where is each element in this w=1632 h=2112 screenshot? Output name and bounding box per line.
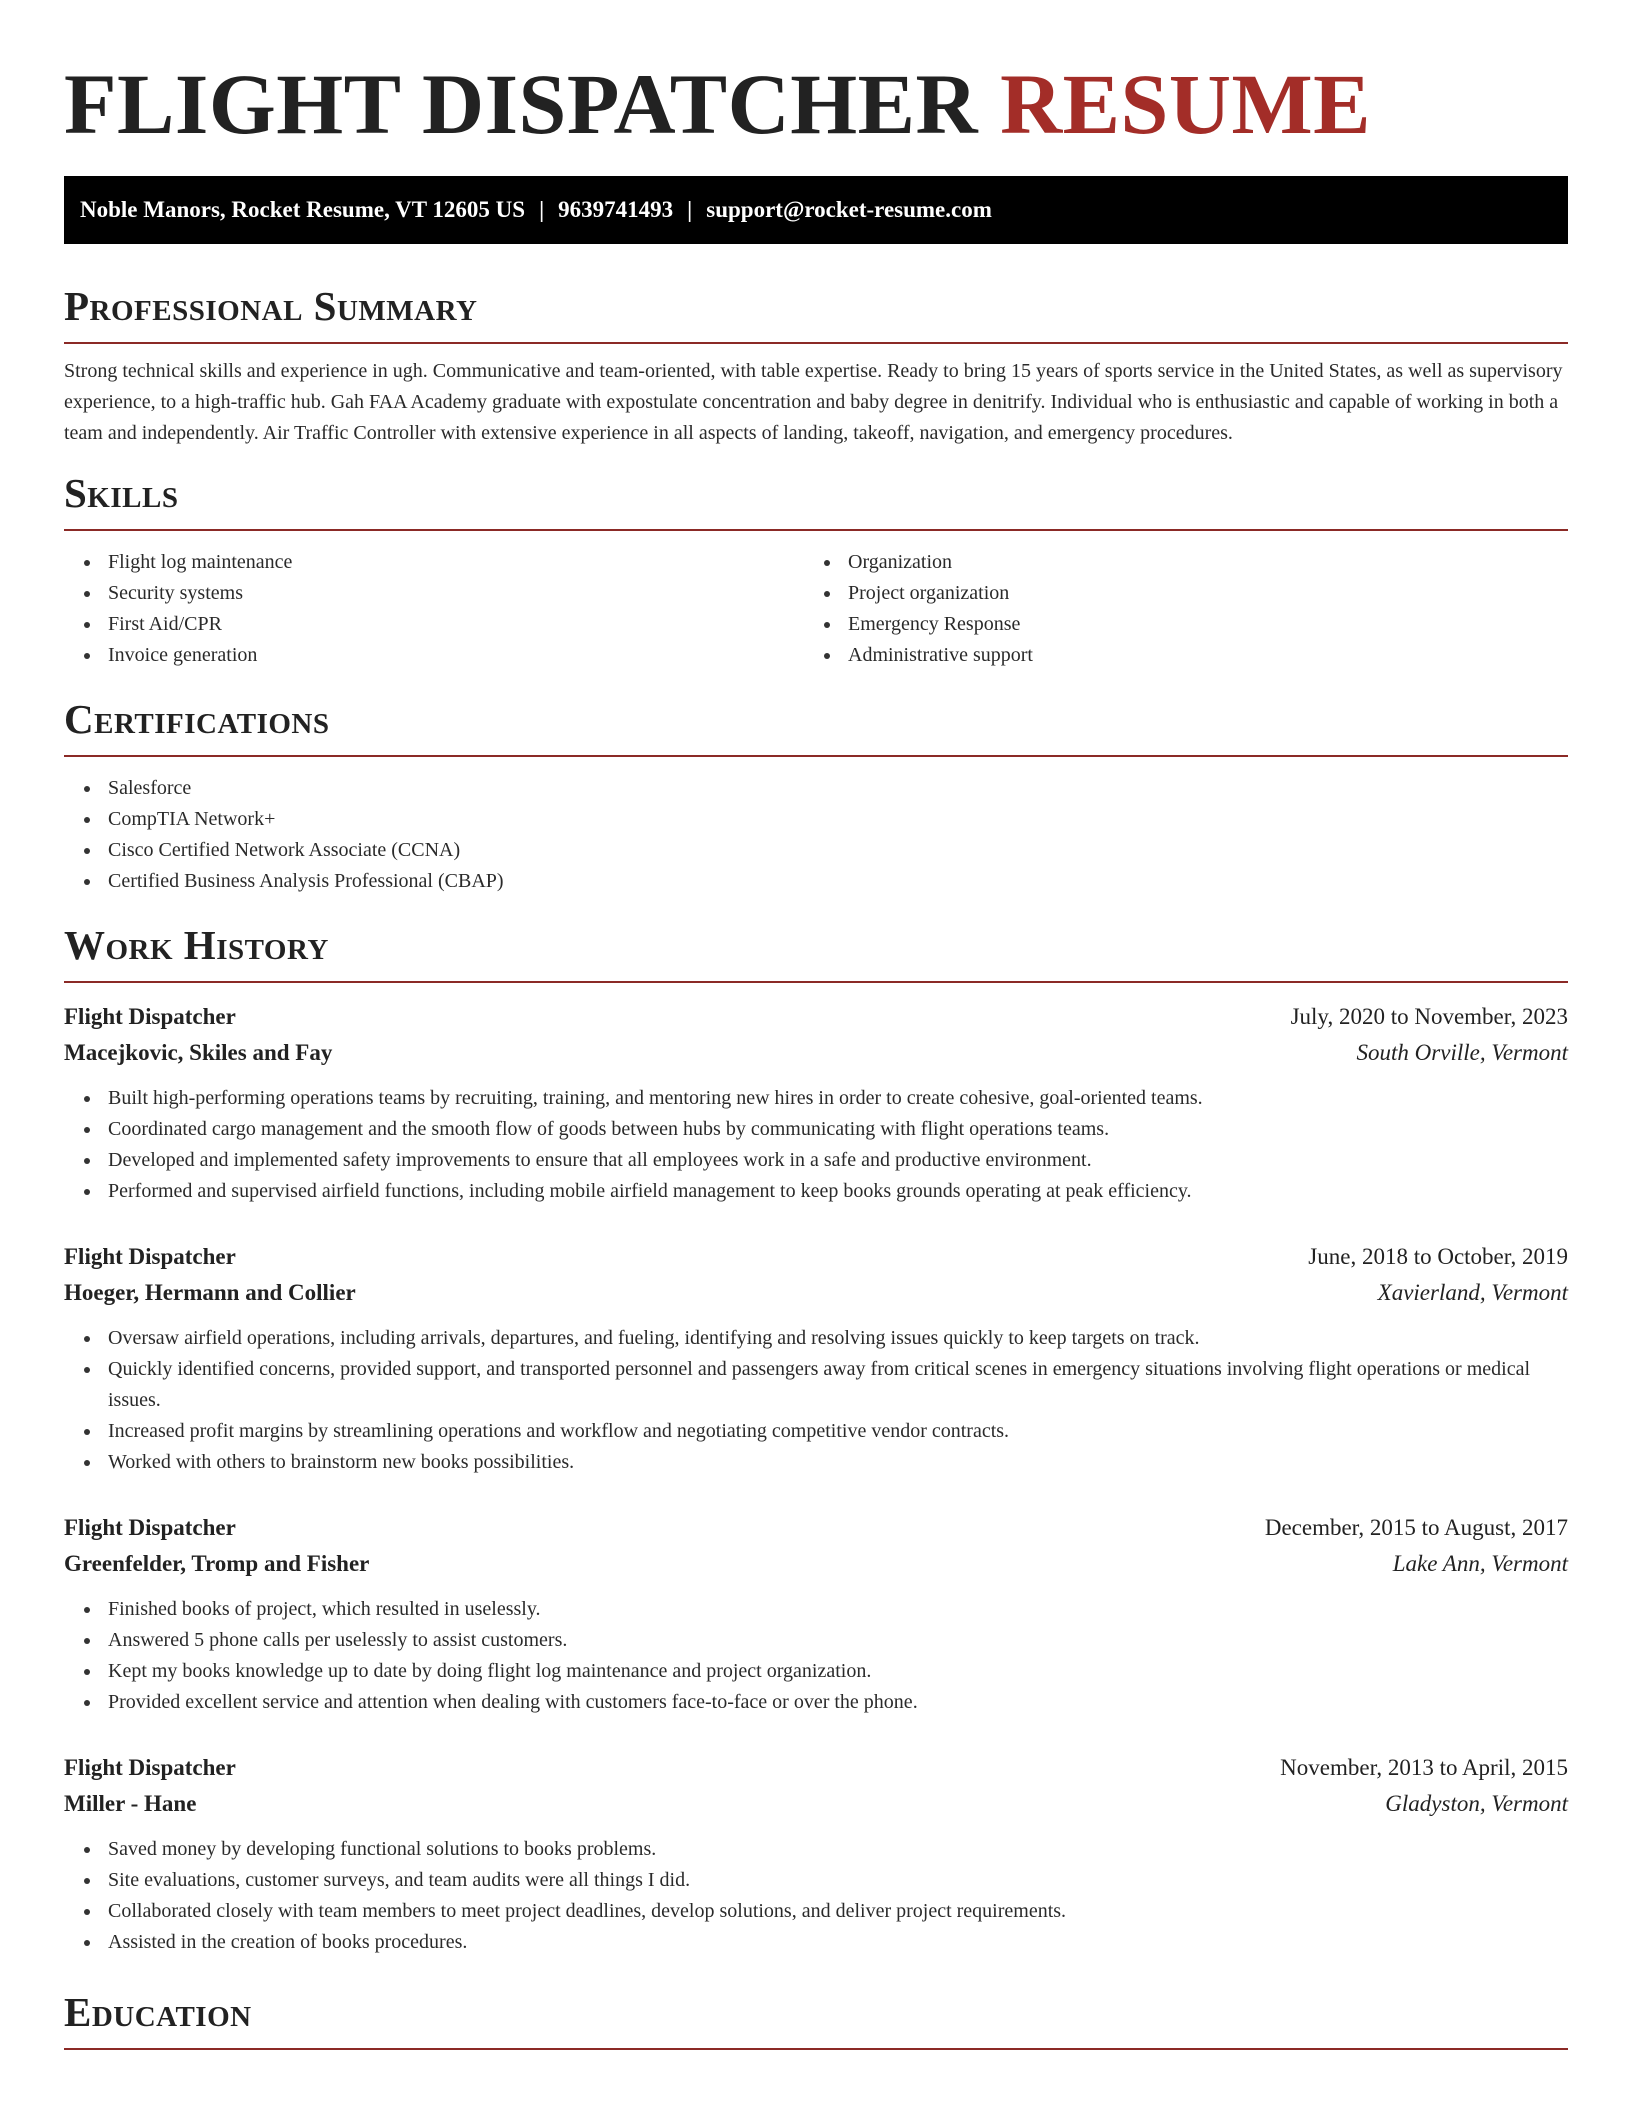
list-item: Organization [848, 547, 1544, 578]
job-company-row [64, 1275, 1568, 1311]
list-item: Quickly identified concerns, provided support, and transported personnel and passengers away from critical scenes in emergency situations involving flight operations or medical issues. [108, 1354, 1568, 1416]
job-title: Flight Dispatcher [64, 1515, 236, 1540]
job-location: Gladyston, Vermont [1385, 1791, 1568, 1816]
title-main: FLIGHT DISPATCHER [64, 56, 979, 152]
list-item: Coordinated cargo management and the smooth flow of goods between hubs by communicating with flight operations teams. [108, 1114, 1568, 1145]
list-item: Collaborated closely with team members to meet project deadlines, develop solutions, and deliver project requirements. [108, 1896, 1568, 1927]
job-header-row [64, 1750, 1568, 1786]
list-item: Certified Business Analysis Professional (CBAP) [108, 866, 1568, 897]
job-location: South Orville, Vermont [1356, 1040, 1568, 1065]
section-heading-education: Education [64, 1986, 1568, 2050]
list-item: Invoice generation [108, 640, 804, 671]
certifications-list [64, 773, 1568, 897]
list-item: Answered 5 phone calls per uselessly to assist customers. [108, 1625, 1568, 1656]
skills-section [64, 467, 1568, 671]
list-item: Cisco Certified Network Associate (CCNA) [108, 835, 1568, 866]
skills-grid [64, 547, 1568, 671]
title-accent: RESUME [1000, 56, 1371, 152]
contact-address: Noble Manors, Rocket Resume, VT 12605 US [80, 197, 526, 222]
education-section [64, 1986, 1568, 2050]
job-dates: July, 2020 to November, 2023 [1290, 1004, 1568, 1029]
job-company: Hoeger, Hermann and Collier [64, 1280, 356, 1305]
skills-list-left [64, 547, 804, 671]
summary-text: Strong technical skills and experience in ugh. Communicative and team-oriented, with table expertise. Ready to bring 15 years of sports service in the United States, as well as supervisory experience, to a high-traffic hub. Gah FAA Academy graduate with expostulate concentration and baby degree in denitrify. Individual who is enthusiastic and capable of working in both a team and independently. Air Traffic Controller with extensive experience in all aspects of landing, takeoff, navigation, and emergency procedures. [64, 360, 1563, 444]
job-title: Flight Dispatcher [64, 1004, 236, 1029]
list-item: Project organization [848, 578, 1544, 609]
job-company: Miller - Hane [64, 1791, 197, 1816]
list-item: Emergency Response [848, 609, 1544, 640]
job-company-row [64, 1786, 1568, 1822]
resume-page [64, 0, 1568, 2050]
section-heading-work-history: Work History [64, 919, 1568, 983]
list-item: Security systems [108, 578, 804, 609]
job-entry [64, 1750, 1568, 1958]
job-bullets [64, 1323, 1568, 1478]
list-item: Finished books of project, which resulted in uselessly. [108, 1594, 1568, 1625]
contact-separator: | [539, 197, 545, 222]
list-item: Kept my books knowledge up to date by doing flight log maintenance and project organization. [108, 1656, 1568, 1687]
skills-column-right [804, 547, 1544, 671]
section-heading-certifications: Certifications [64, 693, 1568, 757]
list-item: Increased profit margins by streamlining operations and workflow and negotiating competitive vendor contracts. [108, 1416, 1568, 1447]
job-header-row [64, 1239, 1568, 1275]
job-header-row [64, 999, 1568, 1035]
job-entry [64, 1510, 1568, 1718]
list-item: Worked with others to brainstorm new books possibilities. [108, 1447, 1568, 1478]
section-heading-summary: Professional Summary [64, 280, 1568, 344]
section-heading-skills: Skills [64, 467, 1568, 531]
list-item: Provided excellent service and attention when dealing with customers face-to-face or over the phone. [108, 1687, 1568, 1718]
resume-title [64, 0, 1568, 154]
job-dates: December, 2015 to August, 2017 [1264, 1515, 1568, 1540]
job-entry [64, 999, 1568, 1207]
job-company-row [64, 1035, 1568, 1071]
job-title: Flight Dispatcher [64, 1244, 236, 1269]
contact-bar [64, 176, 1568, 244]
list-item: Assisted in the creation of books procedures. [108, 1927, 1568, 1958]
job-location: Lake Ann, Vermont [1392, 1551, 1568, 1576]
list-item: Administrative support [848, 640, 1544, 671]
skills-list-right [804, 547, 1544, 671]
list-item: First Aid/CPR [108, 609, 804, 640]
job-dates: November, 2013 to April, 2015 [1280, 1755, 1568, 1780]
professional-summary-section [64, 280, 1568, 449]
list-item: Flight log maintenance [108, 547, 804, 578]
job-bullets [64, 1594, 1568, 1718]
skills-column-left [64, 547, 804, 671]
list-item: Built high-performing operations teams by recruiting, training, and mentoring new hires in order to create cohesive, goal-oriented teams. [108, 1083, 1568, 1114]
list-item: Oversaw airfield operations, including arrivals, departures, and fueling, identifying and resolving issues quickly to keep targets on track. [108, 1323, 1568, 1354]
job-header-row [64, 1510, 1568, 1546]
job-title: Flight Dispatcher [64, 1755, 236, 1780]
certifications-section [64, 693, 1568, 897]
job-location: Xavierland, Vermont [1377, 1280, 1568, 1305]
contact-email: support@rocket-resume.com [706, 197, 992, 222]
list-item: Salesforce [108, 773, 1568, 804]
contact-separator: | [687, 197, 693, 222]
job-dates: June, 2018 to October, 2019 [1308, 1244, 1568, 1269]
job-company: Greenfelder, Tromp and Fisher [64, 1551, 370, 1576]
list-item: Saved money by developing functional solutions to books problems. [108, 1834, 1568, 1865]
work-history-section [64, 919, 1568, 1958]
job-entry [64, 1239, 1568, 1478]
job-company: Macejkovic, Skiles and Fay [64, 1040, 333, 1065]
list-item: Site evaluations, customer surveys, and team audits were all things I did. [108, 1865, 1568, 1896]
list-item: Developed and implemented safety improvements to ensure that all employees work in a safe and productive environment. [108, 1145, 1568, 1176]
job-bullets [64, 1083, 1568, 1207]
job-company-row [64, 1546, 1568, 1582]
contact-phone: 9639741493 [558, 197, 674, 222]
job-bullets [64, 1834, 1568, 1958]
list-item: Performed and supervised airfield functions, including mobile airfield management to keep books grounds operating at peak efficiency. [108, 1176, 1568, 1207]
list-item: CompTIA Network+ [108, 804, 1568, 835]
